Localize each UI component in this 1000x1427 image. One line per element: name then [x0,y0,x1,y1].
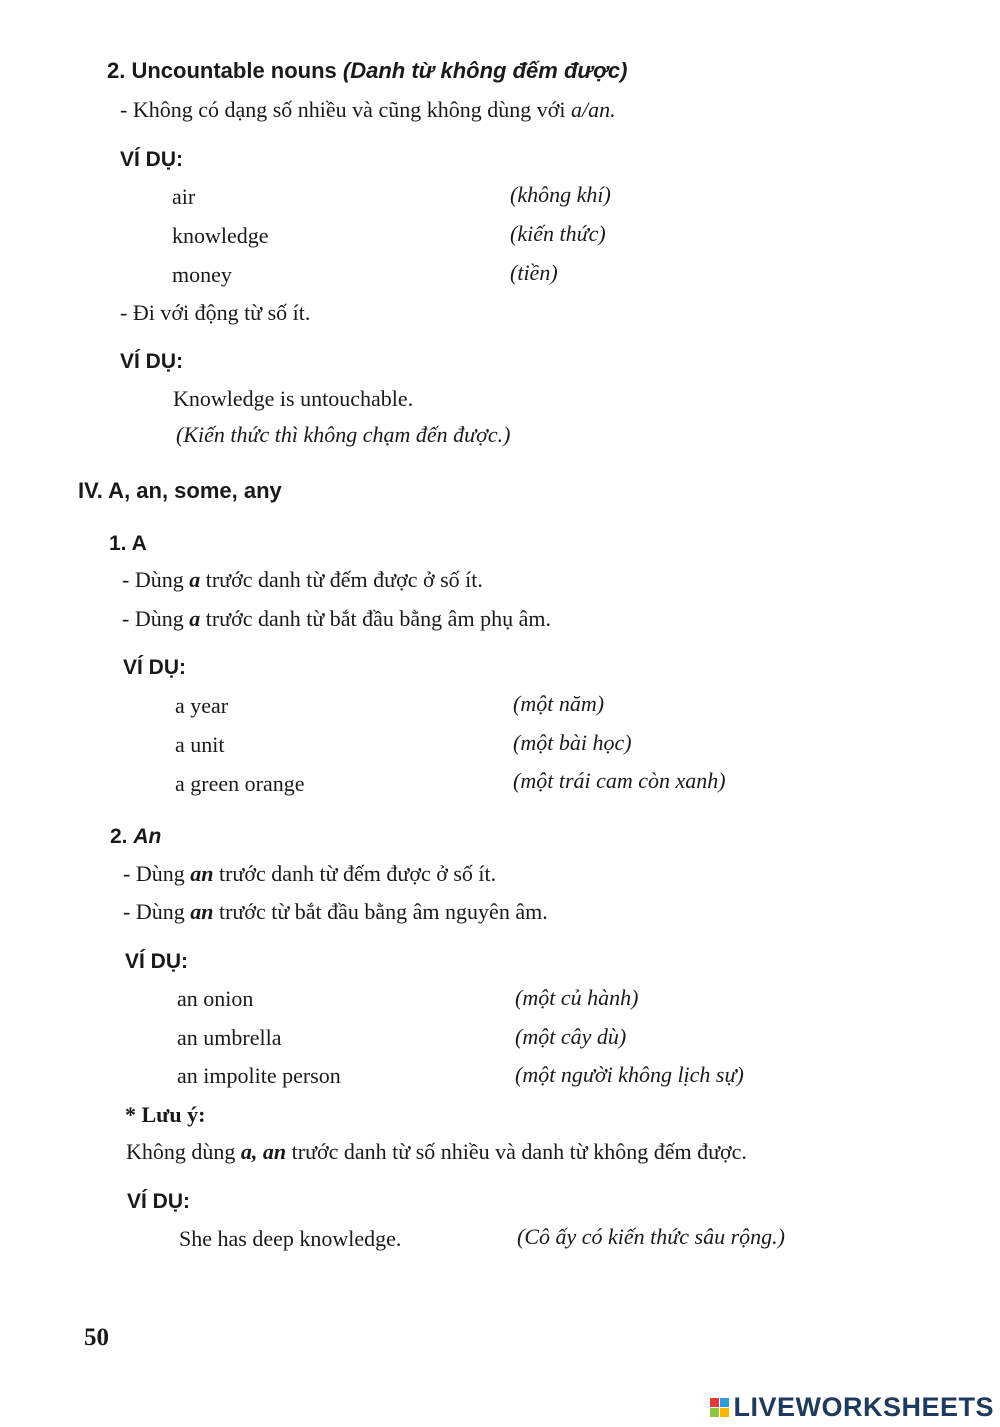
example-vi: (kiến thức) [510,221,606,246]
section-heading-iv: IV. A, an, some, any [78,478,282,503]
liveworksheets-logo [710,1392,994,1423]
example-en: money [172,262,232,287]
rule-text-em: a/an. [570,97,616,122]
note-text [126,1139,747,1165]
section-heading-uncountable [107,58,627,84]
example-vi: (một bài học) [513,730,632,755]
example-vi: (tiền) [510,260,558,285]
rule-em: an [190,861,214,886]
example-sentence-vi: (Kiến thức thì không chạm đến được.) [176,422,511,447]
example-en: a green orange [175,771,305,796]
rule-text [120,97,616,123]
example-vi: (một người không lịch sự) [515,1062,744,1087]
example-en: an onion [177,986,254,1011]
example-label: VÍ DỤ: [120,350,183,373]
example-label: VÍ DỤ: [120,148,183,171]
heading-text: 2. Uncountable nouns [107,58,343,83]
subsection-heading-an [110,825,161,849]
example-sentence-en: Knowledge is untouchable. [173,386,414,411]
example-en: air [172,184,196,209]
rule-pre: - Dùng [122,606,190,631]
example-vi: (một củ hành) [515,985,639,1010]
example-sentence-vi: (Cô ấy có kiến thức sâu rộng.) [517,1224,785,1249]
rule-pre: - Dùng [123,861,191,886]
example-vi: (một trái cam còn xanh) [513,768,726,793]
rule-text [123,861,496,887]
example-en: an impolite person [177,1063,341,1088]
heading-num: 2. [110,825,134,848]
example-label: VÍ DỤ: [125,950,188,973]
note-post: trước danh từ số nhiều và danh từ không đếm được. [286,1139,747,1164]
example-en: a unit [175,732,225,757]
example-vi: (một năm) [513,691,605,716]
example-en: an umbrella [177,1025,282,1050]
example-vi: (một cây dù) [515,1024,627,1049]
example-label: VÍ DỤ: [123,656,186,679]
note-heading: * Lưu ý: [125,1102,206,1127]
example-label: VÍ DỤ: [127,1190,190,1213]
rule-text [122,567,483,593]
logo-text: LIVEWORKSHEETS [733,1392,994,1422]
example-sentence-en: She has deep knowledge. [179,1226,402,1251]
page-number: 50 [84,1324,109,1351]
heading-vi: (Danh từ không đếm được) [342,58,628,83]
subsection-heading-a: 1. A [109,532,147,555]
rule-text: - Đi với động từ số ít. [120,300,311,325]
heading-em: An [133,825,162,848]
example-vi: (không khí) [510,182,611,207]
rule-em: an [190,899,214,924]
note-pre: Không dùng [126,1139,241,1164]
rule-text [123,899,548,925]
rule-text-main: - Không có dạng số nhiều và cũng không dùng với [120,97,571,122]
rule-post: trước danh từ đếm được ở số ít. [213,861,497,886]
rule-post: trước danh từ bắt đầu bằng âm phụ âm. [200,606,551,631]
rule-post: trước danh từ đếm được ở số ít. [200,567,483,592]
rule-post: trước từ bắt đầu bằng âm nguyên âm. [213,899,548,924]
rule-text [122,606,551,632]
logo-squares-icon [710,1398,729,1417]
example-en: a year [175,693,229,718]
rule-pre: - Dùng [122,567,190,592]
rule-em: a [189,567,201,592]
rule-pre: - Dùng [123,899,191,924]
rule-em: a [189,606,201,631]
note-em: a, an [240,1139,287,1164]
example-en: knowledge [172,223,269,248]
